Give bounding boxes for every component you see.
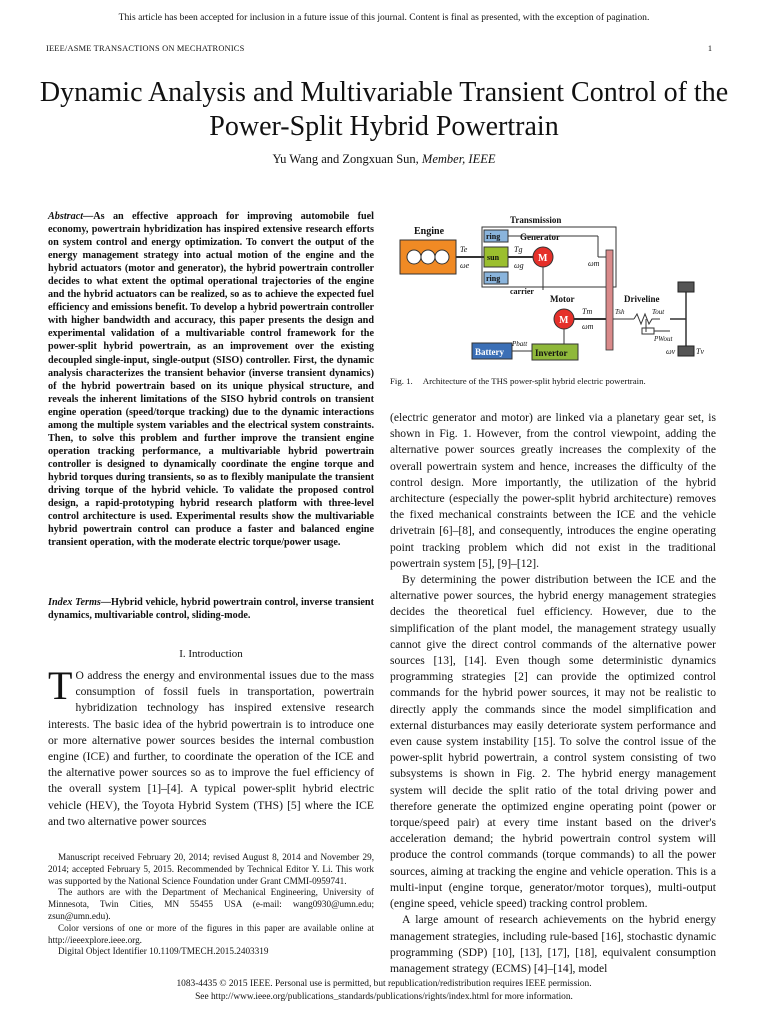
- section-heading-introduction: I. Introduction: [179, 648, 243, 660]
- wm-top-label: ωm: [588, 259, 600, 268]
- driveline-label: Driveline: [624, 294, 660, 304]
- introduction-text: O address the energy and environmental issues due to the mass consumption of fossil fuels in transportation, powertrain hybridization technology has inspired extensive research interests. The basic idea of the hybrid powertrain is to introduce one or more alternative power sources besides the internal combustion engine (ICE) and further, to coordinate the operation of the ICE and the alternative power sources so as to improve the fuel efficiency of the overall system [1]–[4]. A typical power-split hybrid electric vehicle (HEV), the Toyota Hybrid System (THS) [5] where the ICE and two alternative power sources: [48, 669, 374, 828]
- figure-1-powertrain-diagram: [398, 210, 714, 366]
- te-label: Te: [460, 245, 468, 254]
- introduction-paragraph: [48, 663, 374, 830]
- running-head: IEEE/ASME TRANSACTIONS ON MECHATRONICS: [46, 44, 245, 53]
- footnote-manuscript: Manuscript received February 20, 2014; revised August 8, 2014 and November 29, 2014; accepted February 5, 2015. Recommended by Technical Editor Y. Li. This work was supported by the National Science Foundation under Grant CMMI-0959741.: [48, 852, 374, 886]
- tv-label: Tv: [696, 347, 704, 356]
- engine-cylinder: [421, 250, 435, 264]
- engine-label: Engine: [414, 226, 445, 237]
- tout-label: Tout: [652, 308, 665, 316]
- engine-cylinder: [435, 250, 449, 264]
- motor-label: Motor: [550, 294, 575, 304]
- carrier-label: carrier: [510, 287, 534, 296]
- right-column-body: [390, 410, 716, 977]
- generator-m-label: M: [538, 253, 548, 264]
- wv-label: ωv: [666, 347, 676, 356]
- figure-caption-text: Architecture of the THS power-split hybrid electric powertrain.: [422, 376, 646, 386]
- tg-label: Tg: [514, 245, 523, 254]
- ring-label-top: ring: [486, 232, 501, 241]
- driveline-damper: [642, 328, 654, 334]
- body-paragraph: A large amount of research achievements on the hybrid energy management strategies, including rule-based [16], stochastic dynamic programming (SDP) [10], [13], [17], [18], equivalent consumption management strategy (ECMS) [4]–[14], model: [390, 913, 716, 975]
- footnotes: [48, 852, 374, 958]
- figure-caption: [390, 376, 716, 386]
- abstract-label: Abstract—: [48, 211, 94, 222]
- paper-title: Dynamic Analysis and Multivariable Transient Control of the Power-Split Hybrid Powertrain: [39, 77, 729, 142]
- copyright-notice: [0, 978, 768, 1004]
- footnote-doi: Digital Object Identifier 10.1109/TMECH.2015.2403319: [58, 946, 269, 957]
- footnote-color-versions: Color versions of one or more of the figures in this paper are available online at http://ieeexplore.ieee.org.: [48, 922, 374, 945]
- wheel-bottom: [678, 346, 694, 356]
- abstract-text: As an effective approach for improving automobile fuel economy, powertrain hybridization has inspired extensive research efforts on system control and energy optimization. To convert the output of the energy management strategy into actual motion of the engine and the hybrid actuators (motor and generator), the hybrid powertrain controller decides to what extent the optimal operational trajectories of the engine and the hybrid actuators can be realized, so as to achieve the expected fuel efficiency and emissions benefit. To develop a hybrid powertrain controller with higher bandwidth and accuracy, this paper presents the design and experimental validation of a multivariable control framework for the power-split hybrid powertrain, as an improvement over the existing decoupled single-input, single-output (SISO) controller. First, the dynamic analysis characterizes the transient behavior (inverse transient dynamics) of the hybrid powertrain based on its unique physical structure, and reveals the inherent limitations of the SISO hybrid controls on transient engine operation (speed/torque tracking) due to the dynamic interactions among the multiple system variables and the electrical system constraints. Then, to solve this problem and further improve the transient engine operation tracking performance, a multivariable hybrid powertrain controller is designed to dynamically coordinate the engine torque and hybrid torques during transients, so as to flexibly manipulate the transient driving torque of the hybrid vehicle. To validate the proposed control design, a rapid-prototyping hybrid research platform with three-level control architecture is used. Experimental results show the multivariable hybrid powertrain control can produce a faster and balanced engine transient operation, with the moderate electric torque/power usage.: [48, 211, 374, 549]
- wm-label: ωm: [582, 322, 594, 331]
- abstract: [48, 210, 374, 549]
- sun-label: sun: [487, 253, 500, 262]
- we-label: ωe: [460, 261, 470, 270]
- acceptance-banner: This article has been accepted for inclusion in a future issue of this journal. Content is final as presented, with the exception of pagination.: [118, 12, 650, 23]
- tm-label: Tm: [582, 307, 593, 316]
- index-terms: [48, 596, 374, 622]
- index-terms-text: Hybrid vehicle, hybrid powertrain control, inverse transient dynamics, multivariable control, sliding-mode.: [48, 597, 374, 622]
- motor-m-label: M: [559, 315, 569, 326]
- author-names: Yu Wang and Zongxuan Sun,: [272, 152, 419, 166]
- wheel-top: [678, 282, 694, 292]
- wg-label: ωg: [514, 261, 524, 270]
- body-paragraph: (electric generator and motor) are linked via a planetary gear set, is shown in Fig. 1. However, from the control viewpoint, adding the alternative power sources greatly increases the complexity of the overall powertrain system and hence, increases the difficulty of the control design. More importantly, the utilization of the hybrid architecture (especially the power-split hybrid architecture) removes the fixed mechanical constraints between the ICE and the vehicle drivetrain [6]–[8], and consequently, introduces the engine operating point tracking problem which did not exist in the traditional powertrain system [5], [9]–[12].: [390, 411, 716, 570]
- pbatt-label: Pbatt: [512, 340, 528, 348]
- pwout-label: PWout: [654, 335, 673, 343]
- generator-label: Generator: [520, 232, 560, 242]
- index-terms-label: Index Terms—: [48, 597, 112, 608]
- body-paragraph: By determining the power distribution between the ICE and the alternative power sources, the hybrid energy management strategies decides the theoretical fuel efficiency. However, due to the simplification of the plant model, the management strategy usually cannot give the direct control commands of the alternative power sources [13], [14]. Even though some deterministic dynamics programming strategies [2] can provide the optimized control commands for the hybrid power sources, it may not be realistic to directly apply the commands since the model simplification and external disturbances may easily deteriorate system performance and even cause system instability [15]. To solve the control issue of the power-split hybrid powertrain, a control system consisting of two subsystems is shown in Fig. 2. The hybrid energy management system will decide the split ratio of the total driving power and therefore generate the optimized engine operating point (power or torque/speed pair) at every time instant based on the driver's acceleration demand; the hybrid powertrain control system will produce the control commands (torque commands) to all the power sources, aiming at tracking the engine and vehicle operation. This is a multi-input (engine torque, generator/motor torques), multi-output (engine speed, vehicle speed) tracking control problem.: [390, 573, 716, 911]
- engine-cylinder: [407, 250, 421, 264]
- drop-cap: T: [48, 663, 73, 708]
- invertor-label: Invertor: [535, 348, 568, 358]
- page-number: 1: [707, 44, 712, 53]
- copyright-line: 1083-4435 © 2015 IEEE. Personal use is permitted, but republication/redistribution requires IEEE permission.: [176, 979, 592, 989]
- author-membership: Member, IEEE: [421, 152, 496, 166]
- author-line: [0, 152, 768, 167]
- footnote-affiliation: The authors are with the Department of Mechanical Engineering, University of Minnesota, Twin Cities, MN 55455 USA (e-mail: wang0930@umn.edu; zsun@umn.edu).: [48, 887, 374, 921]
- copyright-link-line: See http://www.ieee.org/publications_standards/publications/rights/index.html for more information.: [195, 992, 573, 1002]
- transmission-label: Transmission: [510, 215, 562, 225]
- battery-label: Battery: [475, 347, 504, 357]
- figure-caption-label: Fig. 1.: [390, 376, 413, 386]
- ring-label-bottom: ring: [486, 274, 501, 283]
- counter-shaft: [606, 250, 613, 350]
- tsh-label: Tsh: [615, 308, 625, 316]
